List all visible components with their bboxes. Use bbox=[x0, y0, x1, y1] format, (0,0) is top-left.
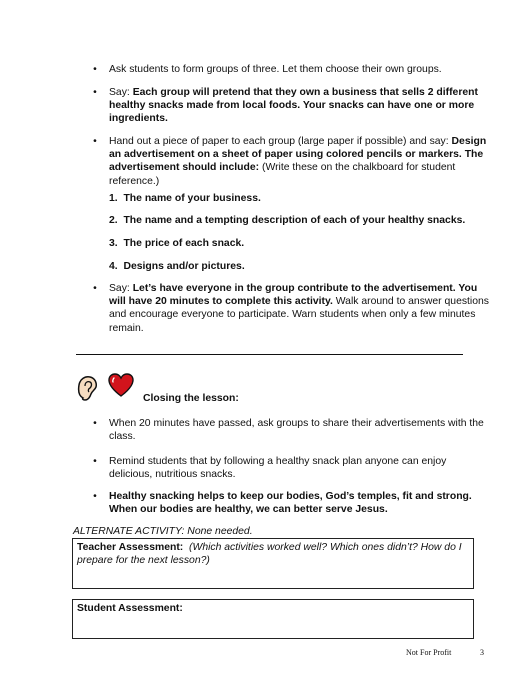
say-prefix: Say: bbox=[109, 283, 133, 294]
bullet-marker: • bbox=[93, 136, 97, 147]
list-text: Designs and/or pictures. bbox=[123, 261, 245, 272]
contribute-bold: Let’s have everyone in the group contribute to the advertisement. You will have 20 minutes to complete this activity. bbox=[109, 283, 478, 308]
bullet-marker: • bbox=[93, 283, 97, 294]
list-text: The name of your business. bbox=[123, 193, 261, 204]
bullet-marker: • bbox=[93, 87, 97, 98]
teacher-assessment-label: Teacher Assessment: bbox=[77, 542, 184, 553]
list-item bbox=[109, 214, 465, 227]
list-number: 3. bbox=[109, 238, 118, 249]
list-text: The price of each snack. bbox=[123, 238, 245, 249]
instruction-form-groups: Ask students to form groups of three. Let them choose their own groups. bbox=[109, 64, 442, 75]
ear-icon bbox=[76, 374, 100, 402]
closing-heading: Closing the lesson: bbox=[143, 393, 239, 404]
bullet-marker: • bbox=[93, 418, 97, 429]
closing-healthy-snacking: Healthy snacking helps to keep our bodies, God’s temples, fit and strong. When our bodies are healthy, we can better serve Jesus. bbox=[109, 491, 472, 516]
bullet-marker: • bbox=[93, 64, 97, 75]
walk-around-text: Walk around to answer questions and encourage everyone to participate. Warn students when only a few minutes remain. bbox=[109, 296, 489, 334]
list-text: The name and a tempting description of each of your healthy snacks. bbox=[123, 215, 466, 226]
teacher-assessment-prompt: (Which activities worked well? Which ones didn’t? How do I prepare for the next lesson?) bbox=[77, 542, 462, 567]
say-business-bold: Each group will pretend that they own a business that sells 2 different healthy snacks made from local foods. Your snacks can have one or more ingredients. bbox=[109, 87, 478, 125]
list-number: 1. bbox=[109, 193, 118, 204]
instruction-say-business bbox=[109, 86, 489, 126]
list-item bbox=[109, 237, 244, 250]
say-prefix: Say: bbox=[109, 87, 133, 98]
instruction-say-contribute bbox=[109, 282, 489, 335]
list-number: 2. bbox=[109, 215, 118, 226]
student-assessment-box bbox=[72, 599, 474, 639]
bullet-marker: • bbox=[93, 491, 97, 502]
list-item bbox=[109, 192, 261, 205]
chalkboard-note: (Write these on the chalkboard for student reference.) bbox=[109, 162, 456, 187]
section-divider bbox=[76, 354, 463, 355]
hand-out-text: Hand out a piece of paper to each group (large paper if possible) and say: bbox=[109, 136, 452, 147]
student-assessment-label: Student Assessment: bbox=[77, 603, 183, 614]
bullet-marker: • bbox=[93, 456, 97, 467]
closing-remind-students: Remind students that by following a healthy snack plan anyone can enjoy delicious, nutritious snacks. bbox=[109, 456, 447, 481]
list-item bbox=[109, 260, 245, 273]
alternate-activity: ALTERNATE ACTIVITY: None needed. bbox=[73, 526, 253, 537]
teacher-assessment-box bbox=[72, 538, 474, 589]
footer-text: Not For Profit bbox=[406, 648, 452, 657]
instruction-hand-out-paper bbox=[109, 135, 489, 188]
teacher-assessment-text bbox=[77, 541, 469, 567]
list-number: 4. bbox=[109, 261, 118, 272]
page-number: 3 bbox=[480, 648, 484, 657]
closing-share-ads: When 20 minutes have passed, ask groups to share their advertisements with the class. bbox=[109, 418, 484, 443]
heart-icon bbox=[107, 372, 135, 398]
design-advertisement-bold: Design an advertisement on a sheet of paper using colored pencils or markers. The advertisement should include: bbox=[109, 136, 487, 174]
